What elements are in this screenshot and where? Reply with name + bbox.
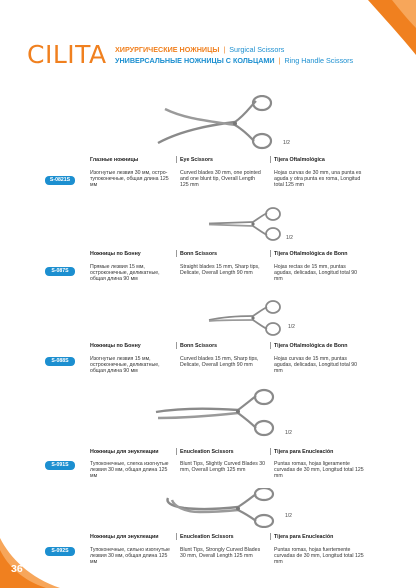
name-es: Tijera para Enucleación	[274, 449, 334, 455]
corner-decoration-top-right	[356, 0, 416, 55]
desc-en: Blunt Tips, Strongly Curved Blades 30 mm, Overall Length 125 mm	[180, 547, 261, 560]
column-divider	[270, 156, 271, 163]
section-subtitle	[115, 56, 353, 65]
subtitle-ru: УНИВЕРСАЛЬНЫЕ НОЖНИЦЫ С КОЛЬЦАМИ	[115, 56, 275, 65]
product-code-badge: S-087S	[45, 267, 75, 276]
name-ru: Ножницы по Бонну	[90, 343, 141, 349]
section-title	[115, 45, 284, 54]
scissors-image	[205, 298, 285, 336]
column-divider	[176, 533, 177, 540]
product-row	[0, 388, 416, 488]
desc-es: Hojas curvas de 30 mm, una punta es aguda y otra punta es roma, Longitud total 125 mm	[274, 170, 362, 189]
title-separator: |	[223, 45, 226, 54]
name-es: Tijera para Enucleación	[274, 534, 334, 540]
desc-en: Blunt Tips, Slightly Curved Blades 30 mm, Overall Length 125 mm	[180, 461, 266, 474]
name-es: Tijera Oftalmológica de Bonn	[274, 343, 348, 349]
scale-label: 1/2	[283, 140, 290, 146]
column-divider	[270, 533, 271, 540]
desc-en: Curved blades 15 mm, Sharp tips, Delicate, Overall Length 90 mm	[180, 356, 259, 369]
desc-en: Curved blades 30 mm, one pointed and one blunt tip, Overall Length 125 mm	[180, 170, 261, 189]
column-divider	[176, 342, 177, 349]
scale-label: 1/2	[285, 513, 292, 519]
column-divider	[270, 250, 271, 257]
product-row	[0, 296, 416, 386]
brand-logo: CILITA	[27, 40, 107, 69]
name-en: Enucleation Scissors	[180, 449, 234, 455]
name-ru: Ножницы для энуклеации	[90, 449, 159, 455]
product-row	[0, 206, 416, 291]
product-code-badge: S-088S	[45, 357, 75, 366]
scale-label: 1/2	[286, 235, 293, 241]
desc-es: Hojas curvas de 15 mm, puntas agudas, delicadas, Longitud total 90 mm	[274, 356, 358, 375]
name-ru: Ножницы для энуклеации	[90, 534, 159, 540]
desc-en: Straight blades 15 mm, Sharp tips, Delicate, Overall Length 90 mm	[180, 264, 260, 277]
name-ru: Ножницы по Бонну	[90, 251, 141, 257]
page-header	[0, 0, 416, 80]
desc-es: Puntas romas, hojas fuertemente curvadas de 30 mm, Longitud total 125 mm	[274, 547, 364, 566]
column-divider	[176, 448, 177, 455]
subtitle-en: Ring Handle Scissors	[284, 56, 354, 65]
scale-label: 1/2	[288, 324, 295, 330]
title-en: Surgical Scissors	[229, 45, 285, 54]
desc-es: Hojas rectas de 15 mm, puntas agudas, delicadas, Longitud total 90 mm	[274, 264, 358, 283]
name-es: Tijera Oftalmológica de Bonn	[274, 251, 348, 257]
desc-ru: Прямые лезвия 15 мм, остроконечные, деликатные, общая длина 90 мм	[90, 264, 160, 283]
product-row	[0, 488, 416, 583]
column-divider	[176, 250, 177, 257]
product-code-badge: S-091S	[45, 461, 75, 470]
scissors-image	[150, 488, 280, 528]
desc-ru: Изогнутые лезвия 15 мм, остроконечные, деликатные, общая длина 90 мм	[90, 356, 160, 375]
column-divider	[270, 448, 271, 455]
scissors-image	[205, 206, 285, 242]
name-ru: Глазные ножницы	[90, 157, 139, 163]
column-divider	[176, 156, 177, 163]
desc-ru: Изогнутые лезвия 30 мм, остро-тупоконечные, общая длина 125 мм	[90, 170, 169, 189]
product-code-badge: S-0821S	[45, 176, 75, 185]
desc-ru: Тупоконечные, слегка изогнутые лезвия 30 мм, общая длина 125 мм	[90, 461, 169, 480]
product-row	[0, 95, 416, 190]
name-es: Tijera Oftalmológica	[274, 157, 325, 163]
page-number: 36	[11, 563, 23, 575]
name-en: Eye Scissors	[180, 157, 213, 163]
scissors-image	[150, 95, 280, 150]
name-en: Enucleation Scissors	[180, 534, 234, 540]
desc-ru: Тупоконечные, сильно изогнутые лезвия 30 мм, общая длина 125 мм	[90, 547, 170, 566]
name-en: Bonn Scissors	[180, 251, 218, 257]
scale-label: 1/2	[285, 430, 292, 436]
title-ru: ХИРУРГИЧЕСКИЕ НОЖНИЦЫ	[115, 45, 220, 54]
name-en: Bonn Scissors	[180, 343, 218, 349]
desc-es: Puntas romas, hojas ligeramente curvadas de 30 mm, Longitud total 125 mm	[274, 461, 364, 480]
scissors-image	[150, 388, 280, 438]
product-code-badge: S-092S	[45, 547, 75, 556]
column-divider	[270, 342, 271, 349]
subtitle-separator: |	[278, 56, 281, 65]
